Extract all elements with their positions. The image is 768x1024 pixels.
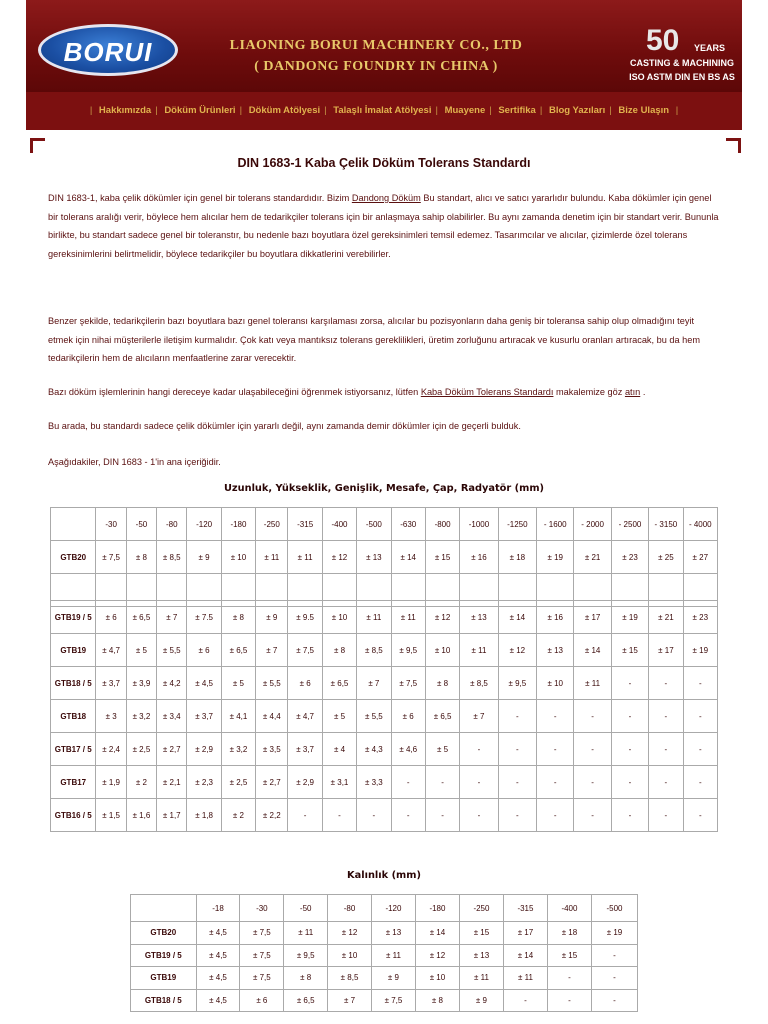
table-cell: ± 2,7 — [157, 733, 187, 766]
column-header: -250 — [256, 508, 288, 541]
table-cell: ± 11 — [284, 922, 328, 945]
nav-item-about[interactable]: Hakkımızda — [98, 105, 152, 116]
table-cell: ± 1,5 — [96, 799, 126, 832]
table-cell: - — [683, 667, 717, 700]
table-cell: ± 3,5 — [256, 733, 288, 766]
table-cell: ± 16 — [460, 541, 498, 574]
table-cell: ± 9 — [187, 541, 221, 574]
table-cell: ± 6,5 — [322, 667, 356, 700]
paragraph-iron: Bu arada, bu standardı sadece çelik dökümler için yararlı değil, aynı zamanda demir dökümler için de geçerli bulduk. — [48, 421, 521, 431]
table-cell: ± 4,6 — [391, 733, 425, 766]
table-row — [51, 766, 718, 799]
table1-caption: Uzunluk, Yükseklik, Genişlik, Mesafe, Çap, Radyatör (mm) — [223, 483, 545, 494]
table-cell: - — [537, 766, 574, 799]
table-cell: - — [611, 700, 648, 733]
table-row — [131, 989, 638, 1012]
table-cell: ± 13 — [460, 601, 498, 634]
table-cell: ± 15 — [425, 541, 459, 574]
table-cell: - — [649, 733, 683, 766]
table-cell: - — [547, 967, 591, 990]
table-cell: ± 9 — [256, 601, 288, 634]
table-row — [131, 944, 638, 967]
column-header: - 3150 — [649, 508, 683, 541]
table-cell: ± 3,7 — [187, 700, 221, 733]
table-cell: ± 11 — [371, 944, 415, 967]
table-cell: - — [498, 766, 536, 799]
table-cell: ± 21 — [649, 601, 683, 634]
company-subtitle: ( DANDONG FOUNDRY IN CHINA ) — [254, 59, 498, 74]
table-cell: ± 15 — [547, 944, 591, 967]
table-cell: - — [391, 766, 425, 799]
column-header: -18 — [196, 895, 240, 922]
table-cell: ± 15 — [611, 634, 648, 667]
table-cell: ± 16 — [537, 601, 574, 634]
table-cell: ± 23 — [683, 601, 717, 634]
table-cell: ± 9 — [371, 967, 415, 990]
table-cell: ± 4,4 — [256, 700, 288, 733]
table-cell: ± 5,5 — [357, 700, 391, 733]
table-cell: ± 6,5 — [126, 601, 156, 634]
table-cell: ± 7 — [357, 667, 391, 700]
table-cell: ± 4,5 — [196, 922, 240, 945]
main-nav: | Hakkımızda | Döküm Ürünleri | Döküm Atölyesi | Talaşlı İmalat Atölyesi | Muayene | Sertifika | Blog Yazıları | Bize Ulaşın | — [26, 92, 742, 130]
table-cell: - — [574, 733, 611, 766]
table-cell: ± 4,5 — [196, 989, 240, 1012]
table-cell: ± 8 — [415, 989, 459, 1012]
table-cell: ± 14 — [503, 944, 547, 967]
badge-number: 50 — [646, 24, 680, 57]
table-cell: ± 2,1 — [157, 766, 187, 799]
table-cell: ± 2,9 — [187, 733, 221, 766]
nav-item-foundry[interactable]: Döküm Atölyesi — [248, 105, 321, 116]
row-label: GTB17 / 5 — [51, 733, 96, 766]
column-header: -50 — [126, 508, 156, 541]
table-cell: - — [591, 967, 637, 990]
column-header: -30 — [96, 508, 126, 541]
table-cell: - — [498, 700, 536, 733]
column-header: -30 — [240, 895, 284, 922]
table-cell: ± 7,5 — [240, 944, 284, 967]
table-cell: ± 10 — [425, 634, 459, 667]
table-cell: ± 7,5 — [391, 667, 425, 700]
column-header: -50 — [284, 895, 328, 922]
column-header: -250 — [459, 895, 503, 922]
table-cell: ± 3,4 — [157, 700, 187, 733]
column-header: -315 — [503, 895, 547, 922]
table-cell: - — [357, 799, 391, 832]
table-cell: ± 6 — [96, 601, 126, 634]
table-cell: - — [537, 700, 574, 733]
table-cell: ± 2,7 — [256, 766, 288, 799]
table-cell: ± 12 — [415, 944, 459, 967]
table-cell: - — [649, 700, 683, 733]
table-cell: - — [460, 799, 498, 832]
table-cell: - — [683, 733, 717, 766]
paragraph-intro: DIN 1683-1, kaba çelik dökümler için genel bir tolerans standardıdır. Bizim Dandong Döküm Bu standart, alıcı ve satıcı yararlıdır bulundu. Kaba dökümler için genel bir tolerans aralığı verir, böylece hem alıcılar hem de tedarikçiler tolerans için bir anlaşmaya sahip olabilirler. Bu aynı zamanda denetim için bir standart verir. Bununla birlikte, bu standart sadece genel bir toleranstır, bu nedenle bazı boyutlara özel gereksinimleri temsil edemez. Tasarımcılar ve alıcılar, çizimlerde özel tolerans gereksinimlerini belirtmelidir, böylece tedarikçiler bu boyutlara dikkatlerini verebilirler. — [48, 193, 719, 259]
table-cell: ± 8,5 — [157, 541, 187, 574]
tolerance-table-length-bottom — [50, 600, 718, 832]
table-cell: - — [683, 700, 717, 733]
table-cell: ± 6 — [391, 700, 425, 733]
column-header — [51, 508, 96, 541]
table-cell: ± 13 — [537, 634, 574, 667]
table-cell: ± 12 — [328, 922, 372, 945]
column-header: -630 — [391, 508, 425, 541]
row-label: GTB18 — [51, 700, 96, 733]
table-cell: ± 12 — [498, 634, 536, 667]
table-row — [131, 967, 638, 990]
table-cell: - — [611, 766, 648, 799]
table-cell: - — [649, 799, 683, 832]
table-cell: ± 17 — [649, 634, 683, 667]
table-cell: ± 3,2 — [221, 733, 255, 766]
corner-ornament-left — [30, 138, 45, 153]
table-cell: - — [611, 667, 648, 700]
link-dandong-foundry[interactable]: Dandong Döküm — [351, 193, 421, 203]
table-row — [51, 733, 718, 766]
table-cell: ± 14 — [498, 601, 536, 634]
table-cell: ± 13 — [371, 922, 415, 945]
table-row — [51, 601, 718, 634]
table-cell: ± 7 — [460, 700, 498, 733]
column-header: -120 — [187, 508, 221, 541]
table-cell: ± 13 — [357, 541, 391, 574]
row-label: GTB19 / 5 — [131, 944, 197, 967]
site-banner — [26, 0, 742, 92]
row-label: GTB20 — [51, 541, 96, 574]
table-cell: ± 12 — [425, 601, 459, 634]
table-cell: ± 4,3 — [357, 733, 391, 766]
table-cell: ± 13 — [459, 944, 503, 967]
nav-item-blog[interactable]: Blog Yazıları — [548, 105, 606, 116]
borui-logo[interactable] — [38, 24, 178, 76]
table-cell: ± 10 — [328, 944, 372, 967]
column-header: -120 — [371, 895, 415, 922]
table-cell: ± 5 — [126, 634, 156, 667]
link-look[interactable]: atın — [624, 387, 641, 397]
table-cell: ± 5 — [322, 700, 356, 733]
table-cell: ± 7 — [328, 989, 372, 1012]
column-header: -800 — [425, 508, 459, 541]
table-cell: ± 25 — [649, 541, 683, 574]
table-cell: ± 6,5 — [221, 634, 255, 667]
table-cell: ± 7.5 — [187, 601, 221, 634]
table-cell: ± 7,5 — [240, 922, 284, 945]
table-cell: ± 7 — [157, 601, 187, 634]
paragraph-suppliers: Benzer şekilde, tedarikçilerin bazı boyutlara bazı genel toleransı karşılaması zorsa, alıcılar bu pozisyonların daha geniş bir toleransa sahip olup olmadığını teyit etmek için nihai müşterilerle iletişim kurmalıdır. Çok katı veya mantıksız tolerans gereklilikleri, üretim zorluğunu artıracak ve kusurlu oranları artıracak, bu da hem tedarikçilerin hem de alıcıların menfaatlerine zarar verecektir. — [48, 316, 701, 363]
table-cell: ± 27 — [683, 541, 717, 574]
table-cell: ± 2,2 — [256, 799, 288, 832]
table-cell: ± 3,7 — [96, 667, 126, 700]
table-cell: ± 4 — [322, 733, 356, 766]
table-cell: - — [683, 766, 717, 799]
table-cell: ± 12 — [322, 541, 356, 574]
table-cell: ± 23 — [611, 541, 648, 574]
table-row — [51, 667, 718, 700]
column-header: - 1600 — [537, 508, 574, 541]
table-cell: ± 8 — [221, 601, 255, 634]
row-label: GTB19 — [51, 634, 96, 667]
table-cell: - — [683, 799, 717, 832]
table-cell: ± 1,7 — [157, 799, 187, 832]
column-header: -1250 — [498, 508, 536, 541]
table-cell: ± 18 — [547, 922, 591, 945]
table-cell: ± 4,2 — [157, 667, 187, 700]
table-cell: ± 17 — [503, 922, 547, 945]
nav-item-machining[interactable]: Talaşlı İmalat Atölyesi — [333, 105, 432, 116]
table-cell: ± 3,7 — [288, 733, 322, 766]
paragraph-contents: Aşağıdakiler, DIN 1683 - 1'in ana içeriğidir. — [48, 457, 221, 467]
column-header: -80 — [157, 508, 187, 541]
table-cell: ± 7,5 — [96, 541, 126, 574]
paragraph-reference: Bazı döküm işlemlerinin hangi dereceye kadar ulaşabileceğini öğrenmek istiyorsanız, lütfen Kaba Döküm Tolerans Standardı makalemize göz atın . — [48, 387, 646, 397]
table-cell: - — [425, 799, 459, 832]
table-cell: - — [611, 799, 648, 832]
table-cell: ± 1,9 — [96, 766, 126, 799]
table-cell: ± 3 — [96, 700, 126, 733]
table-cell: ± 14 — [391, 541, 425, 574]
table-cell: ± 2,9 — [288, 766, 322, 799]
table-cell: ± 11 — [460, 634, 498, 667]
table-row — [131, 922, 638, 945]
table-cell: ± 2,4 — [96, 733, 126, 766]
column-header: -400 — [547, 895, 591, 922]
table-cell: ± 9 — [459, 989, 503, 1012]
row-label: GTB17 — [51, 766, 96, 799]
row-label: GTB19 / 5 — [51, 601, 96, 634]
table-cell: - — [460, 733, 498, 766]
table-cell: ± 3,1 — [322, 766, 356, 799]
corner-ornament-right — [726, 138, 741, 153]
table-cell: ± 4,5 — [187, 667, 221, 700]
table-cell: - — [547, 989, 591, 1012]
table-cell: ± 21 — [574, 541, 611, 574]
table-cell: ± 9,5 — [498, 667, 536, 700]
table-cell: ± 8 — [284, 967, 328, 990]
table-row — [51, 541, 718, 574]
table-cell: ± 3,9 — [126, 667, 156, 700]
table-cell: ± 2,5 — [126, 733, 156, 766]
badge-casting-machining: CASTING & MACHINING — [630, 58, 734, 68]
table-cell: ± 6 — [187, 634, 221, 667]
nav-item-inspection[interactable]: Muayene — [444, 105, 486, 116]
table-cell: - — [591, 944, 637, 967]
table-cell: ± 7,5 — [371, 989, 415, 1012]
column-header: -500 — [591, 895, 637, 922]
table-cell: ± 11 — [391, 601, 425, 634]
row-label: GTB19 — [131, 967, 197, 990]
table-cell: - — [537, 799, 574, 832]
table-row — [51, 634, 718, 667]
table-cell: ± 6 — [240, 989, 284, 1012]
table-cell: ± 10 — [322, 601, 356, 634]
table-cell: ± 2,3 — [187, 766, 221, 799]
table-cell: - — [537, 733, 574, 766]
row-label: GTB16 / 5 — [51, 799, 96, 832]
table-cell: ± 10 — [221, 541, 255, 574]
table-cell: ± 19 — [537, 541, 574, 574]
column-header: - 4000 — [683, 508, 717, 541]
table-cell: ± 8,5 — [328, 967, 372, 990]
table-cell: ± 5 — [221, 667, 255, 700]
table-cell: - — [391, 799, 425, 832]
row-label: GTB18 / 5 — [51, 667, 96, 700]
table-cell: ± 7,5 — [240, 967, 284, 990]
table-cell: ± 19 — [611, 601, 648, 634]
table-cell: ± 19 — [683, 634, 717, 667]
table-cell: - — [574, 766, 611, 799]
table-cell: ± 14 — [574, 634, 611, 667]
table-header-row — [51, 508, 718, 541]
table-cell: ± 6,5 — [284, 989, 328, 1012]
table-cell: ± 4,7 — [96, 634, 126, 667]
table-cell: ± 5,5 — [157, 634, 187, 667]
column-header: -400 — [322, 508, 356, 541]
link-rough-casting-tolerance[interactable]: Kaba Döküm Tolerans Standardı — [420, 387, 554, 397]
table-cell: - — [425, 766, 459, 799]
table-cell: ± 8 — [425, 667, 459, 700]
table-cell: - — [574, 700, 611, 733]
column-header: -180 — [221, 508, 255, 541]
column-header: -1000 — [460, 508, 498, 541]
table-cell: ± 11 — [357, 601, 391, 634]
table-row — [51, 700, 718, 733]
table-cell: - — [611, 733, 648, 766]
column-header: - 2000 — [574, 508, 611, 541]
table-cell: - — [503, 989, 547, 1012]
table-cell: ± 6 — [288, 667, 322, 700]
table-cell: - — [649, 667, 683, 700]
table-cell: ± 4,7 — [288, 700, 322, 733]
table-cell: ± 14 — [415, 922, 459, 945]
table2-caption: Kalınlık (mm) — [347, 870, 421, 881]
tolerance-table-length-top — [50, 507, 718, 607]
logo-text: BORUI — [63, 37, 153, 67]
table-cell: ± 11 — [256, 541, 288, 574]
column-header: -80 — [328, 895, 372, 922]
table-cell: ± 6,5 — [425, 700, 459, 733]
table-cell: ± 8 — [126, 541, 156, 574]
table-cell: - — [288, 799, 322, 832]
table-cell: ± 10 — [415, 967, 459, 990]
tolerance-table-thickness — [130, 894, 638, 1012]
table-cell: ± 11 — [288, 541, 322, 574]
column-header: -500 — [357, 508, 391, 541]
table-cell: ± 5,5 — [256, 667, 288, 700]
table-cell: ± 2,5 — [221, 766, 255, 799]
table-cell: ± 3,3 — [357, 766, 391, 799]
table-cell: ± 7 — [256, 634, 288, 667]
table-cell: ± 19 — [591, 922, 637, 945]
table-cell: ± 5 — [425, 733, 459, 766]
table-cell: ± 17 — [574, 601, 611, 634]
table-cell: ± 1,6 — [126, 799, 156, 832]
column-header: - 2500 — [611, 508, 648, 541]
table-cell: - — [460, 766, 498, 799]
badge-standards: ISO ASTM DIN EN BS AS — [629, 72, 735, 82]
table-cell: - — [649, 766, 683, 799]
table-cell: ± 1,8 — [187, 799, 221, 832]
table-cell: - — [574, 799, 611, 832]
table-row — [51, 799, 718, 832]
table-cell: - — [498, 733, 536, 766]
table-cell: ± 18 — [498, 541, 536, 574]
row-label: GTB20 — [131, 922, 197, 945]
table-cell: - — [322, 799, 356, 832]
table-cell: ± 10 — [537, 667, 574, 700]
badge-years: YEARS — [694, 43, 726, 53]
table-cell: ± 3,2 — [126, 700, 156, 733]
page-title: DIN 1683-1 Kaba Çelik Döküm Tolerans Standardı — [237, 156, 531, 170]
table-cell: - — [498, 799, 536, 832]
table-cell: ± 11 — [503, 967, 547, 990]
nav-item-products[interactable]: Döküm Ürünleri — [164, 105, 236, 116]
table-cell: ± 7,5 — [288, 634, 322, 667]
table-cell: ± 11 — [459, 967, 503, 990]
table-cell: ± 4,1 — [221, 700, 255, 733]
table-cell: - — [591, 989, 637, 1012]
table-cell: ± 15 — [459, 922, 503, 945]
column-header: -180 — [415, 895, 459, 922]
column-header: -315 — [288, 508, 322, 541]
table-cell: ± 9,5 — [391, 634, 425, 667]
column-header — [131, 895, 197, 922]
table-cell: ± 2 — [126, 766, 156, 799]
table-cell: ± 8,5 — [357, 634, 391, 667]
row-label: GTB18 / 5 — [131, 989, 197, 1012]
table-cell: ± 4,5 — [196, 967, 240, 990]
company-name: LIAONING BORUI MACHINERY CO., LTD — [229, 38, 523, 53]
table-cell: ± 9,5 — [284, 944, 328, 967]
table-cell: ± 2 — [221, 799, 255, 832]
table-cell: ± 8 — [322, 634, 356, 667]
table-cell: ± 9.5 — [288, 601, 322, 634]
table-cell: ± 4,5 — [196, 944, 240, 967]
nav-item-certificate[interactable]: Sertifika — [498, 105, 536, 116]
table-cell: ± 11 — [574, 667, 611, 700]
table-cell: ± 8,5 — [460, 667, 498, 700]
nav-item-contact[interactable]: Bize Ulaşın — [618, 105, 670, 116]
table-header-row — [131, 895, 638, 922]
